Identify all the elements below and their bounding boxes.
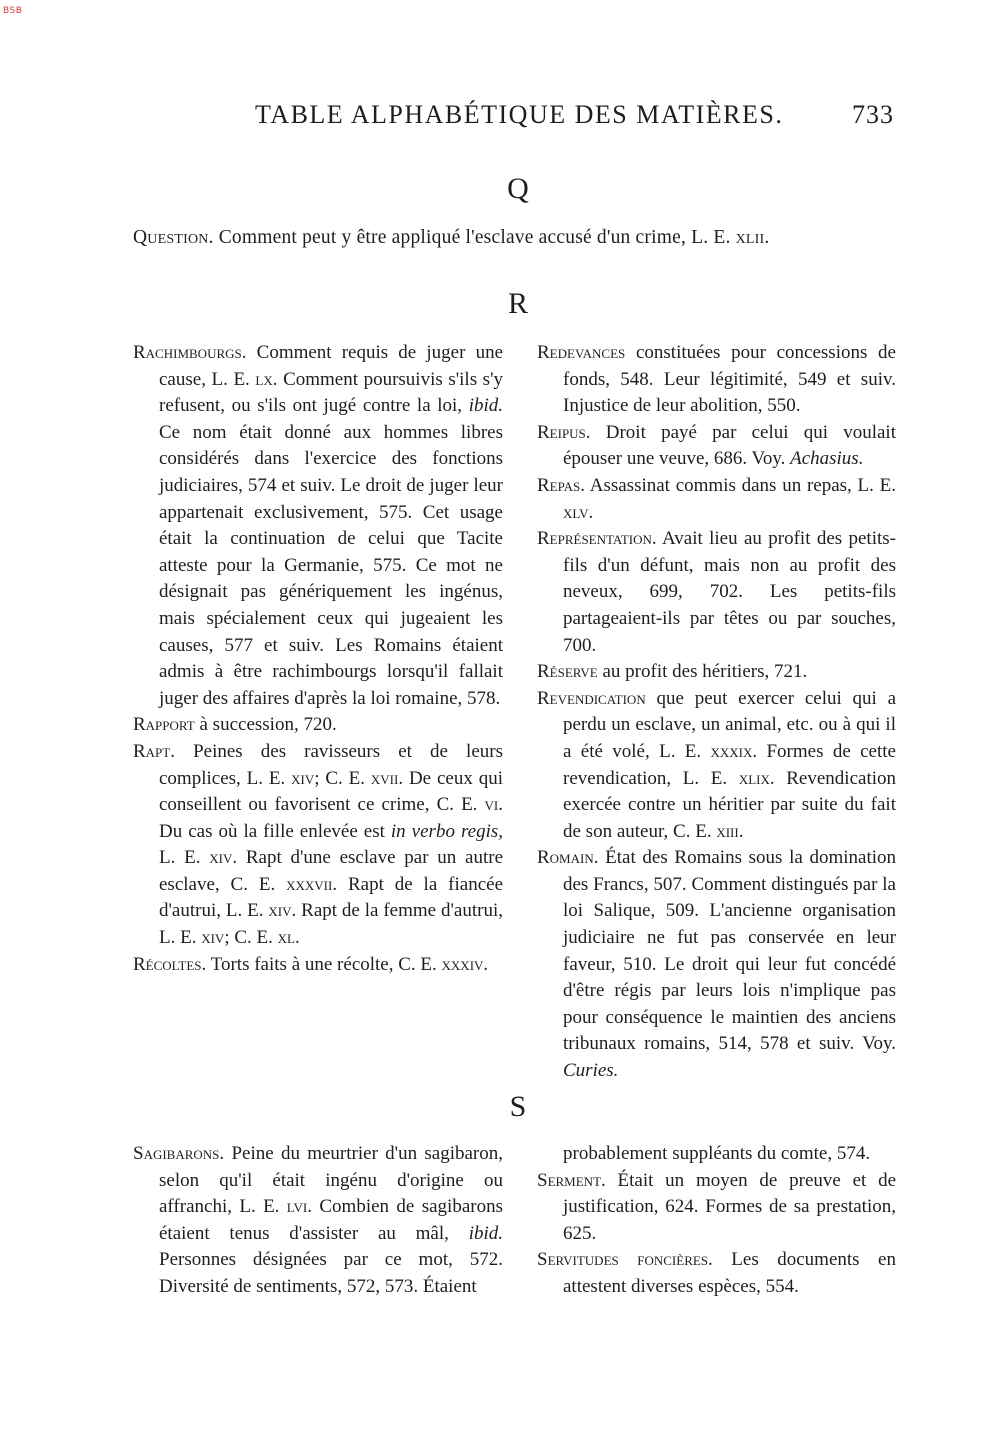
entry-text: Était un moyen de preuve et de justification, 624. Formes de sa prestation, 625. — [563, 1169, 896, 1244]
entry-reference: xiii. — [716, 820, 744, 842]
entry-text: Personnes désignées par ce mot, 572. Diversité de sentiments, 572, 573. Étaient — [159, 1249, 503, 1297]
entry-text: Ce nom était donné aux hommes libres considérés dans l'exercice des fonctions judiciaires, 574 et suiv. Le droit de juger leur appartenait exclusivement, 575. Cet usage était la continuation de celui que Tacite atteste pour la Germanie, 575. Ce mot ne désignait pas génériquement les ingénus, mais spécialement ceux qui jugeaient les causes, 577 et suiv. Les Romains étaient admis à être rachimbourgs lorsqu'il fallait juger des affaires d'après la loi romaine, 578. — [159, 421, 503, 709]
entry-text: au profit des héritiers, 721. — [597, 661, 808, 683]
column-s-right — [537, 1141, 896, 1301]
entry-text: Peines des ravisseurs et de leurs complices, L. E. — [159, 740, 503, 789]
entry-reference: xxxiv. — [441, 953, 489, 975]
entry-reference: xiv. — [268, 900, 297, 922]
section-letter-q: Q — [507, 172, 529, 205]
entry-text: Rapt d'une esclave par un autre esclave, C. E. — [159, 847, 503, 895]
section-letter-r: R — [507, 287, 528, 320]
index-entry-redevances — [537, 340, 896, 420]
index-entry-recoltes — [133, 952, 503, 979]
section-letter-s: S — [509, 1090, 527, 1123]
entry-reference: xiv — [291, 767, 315, 789]
entry-head: Question. — [133, 227, 214, 248]
index-entry-question — [133, 227, 770, 249]
index-entry-romain — [537, 845, 896, 1084]
entry-reference: xiv — [201, 927, 225, 949]
entry-head: Redevances — [537, 342, 626, 363]
entry-text: L. E. — [159, 847, 210, 869]
entry-reference: xxxvii. — [286, 873, 338, 895]
entry-text: probablement suppléants du comte, 574. — [563, 1143, 871, 1164]
entry-reference: xlix. — [738, 767, 775, 789]
entry-text: Rapt de la fiancée d'autrui, L. E. — [159, 873, 503, 922]
index-entry-rapport — [133, 712, 503, 739]
entry-head: Récoltes. — [133, 953, 207, 975]
entry-head: Romain. — [537, 847, 599, 869]
entry-head: Rachimbourgs. — [133, 342, 247, 363]
entry-head: Reipus. — [537, 421, 591, 443]
index-entry-rachimbourgs — [133, 340, 503, 712]
entry-text: à succession, 720. — [194, 714, 337, 736]
entry-text: Droit payé par celui qui voulait épouser une veuve, 686. Voy. — [563, 421, 896, 470]
entry-reference: vi. — [484, 794, 503, 816]
index-entry-repas — [537, 473, 896, 526]
entry-reference: xiv. — [209, 847, 238, 869]
entry-text: Torts faits à une récolte, C. E. — [206, 953, 442, 975]
index-entry-sagibarons — [133, 1141, 503, 1301]
entry-text: Comment requis de juger une cause, L. E. — [159, 342, 503, 390]
index-entry-servitudes — [537, 1247, 896, 1300]
entry-italic-term: ibid. — [468, 395, 503, 417]
entry-head: Sagibarons. — [133, 1143, 225, 1164]
index-entry-rapt — [133, 739, 503, 952]
running-title: TABLE ALPHABÉTIQUE DES MATIÈRES. — [255, 100, 784, 129]
entry-head: Représentation. — [537, 528, 657, 550]
page-number: 733 — [852, 100, 894, 129]
entry-text: constituées pour concessions de fonds, 548. Leur légitimité, 549 et suiv. Injustice de leur abolition, 550. — [563, 342, 896, 417]
entry-text: ; C. E. — [314, 767, 371, 789]
entry-text: ; C. E. — [224, 927, 278, 949]
entry-reference: xlv. — [563, 501, 594, 523]
entry-text: Combien de sagibarons étaient tenus d'assister au mâl, — [159, 1196, 503, 1244]
column-r-right — [537, 340, 896, 1085]
entry-head: Rapt. — [133, 740, 175, 762]
entry-text: Rapt de la femme d'autrui, L. E. — [159, 900, 503, 949]
entry-text: Revendication exercée contre un héritier par suite du fait de son auteur, C. E. — [563, 767, 896, 842]
entry-reference: lvi. — [286, 1196, 313, 1218]
entry-text: Les documents en attestent diverses espèces, 554. — [563, 1249, 896, 1297]
entry-head: Rapport — [133, 714, 195, 736]
library-stamp: BSB — [3, 6, 23, 16]
entry-text: que peut exercer celui qui a perdu un esclave, un animal, etc. ou à qui il a été volé, L. E. — [563, 687, 896, 762]
index-entry-revendication — [537, 686, 896, 846]
entry-text: Avait lieu au profit des petits-fils d'un défunt, mais non au profit des neveux, 699, 702. Les petits-fils partageaient-ils par têtes ou par souches, 700. — [563, 528, 896, 656]
entry-italic-term: Achasius. — [790, 448, 864, 470]
entry-text: De ceux qui conseillent ou favorisent ce crime, C. E. — [159, 767, 503, 816]
entry-head: Serment. — [537, 1169, 606, 1191]
index-entry-reipus — [537, 420, 896, 473]
entry-head: Revendication — [537, 687, 646, 709]
entry-italic-term: in verbo regis, — [390, 820, 503, 842]
entry-reference: xvii. — [370, 767, 404, 789]
entry-text: Assassinat commis dans un repas, L. E. — [585, 474, 896, 496]
column-s-left — [133, 1141, 503, 1301]
entry-text: Comment peut y être appliqué l'esclave accusé d'un crime, L. E. — [213, 227, 736, 248]
entry-text: Comment poursuivis s'ils s'y refusent, ou s'ils ont jugé contre la loi, — [159, 368, 503, 417]
entry-text: Formes de cette revendication, L. E. — [563, 740, 896, 789]
entry-reference: xl. — [277, 927, 300, 949]
entry-italic-term: Curies. — [563, 1060, 619, 1082]
index-entry-reserve — [537, 659, 896, 686]
entry-reference: xlii. — [735, 227, 770, 248]
entry-text: Peine du meurtrier d'un sagibaron, selon qu'il était ingénu d'origine ou affranchi, L. E. — [159, 1143, 503, 1218]
entry-head: Servitudes foncières. — [537, 1249, 713, 1271]
entry-reference: xxxix. — [710, 740, 758, 762]
entry-text: État des Romains sous la domination des Francs, 507. Comment distingués par la loi Salique, 509. L'ancienne organisation judiciaire ne fut pas conservée en leur faveur, 510. Le droit qui leur fut concédé d'être régis par leurs lois n'implique pas pour conséquence le maintien des anciens tribunaux romains, 514, 578 et suiv. Voy. — [563, 847, 896, 1055]
index-entry-serment — [537, 1168, 896, 1248]
column-r-left — [133, 340, 503, 978]
running-head — [0, 100, 1000, 140]
entry-head: Repas. — [537, 474, 586, 496]
entry-head: Réserve — [537, 661, 598, 683]
entry-text: Du cas où la fille enlevée est — [159, 820, 391, 842]
entry-italic-term: ibid. — [468, 1222, 503, 1244]
index-entry-representation — [537, 526, 896, 659]
index-entry-sagibarons-cont — [537, 1141, 896, 1168]
entry-reference: lx. — [255, 368, 278, 390]
